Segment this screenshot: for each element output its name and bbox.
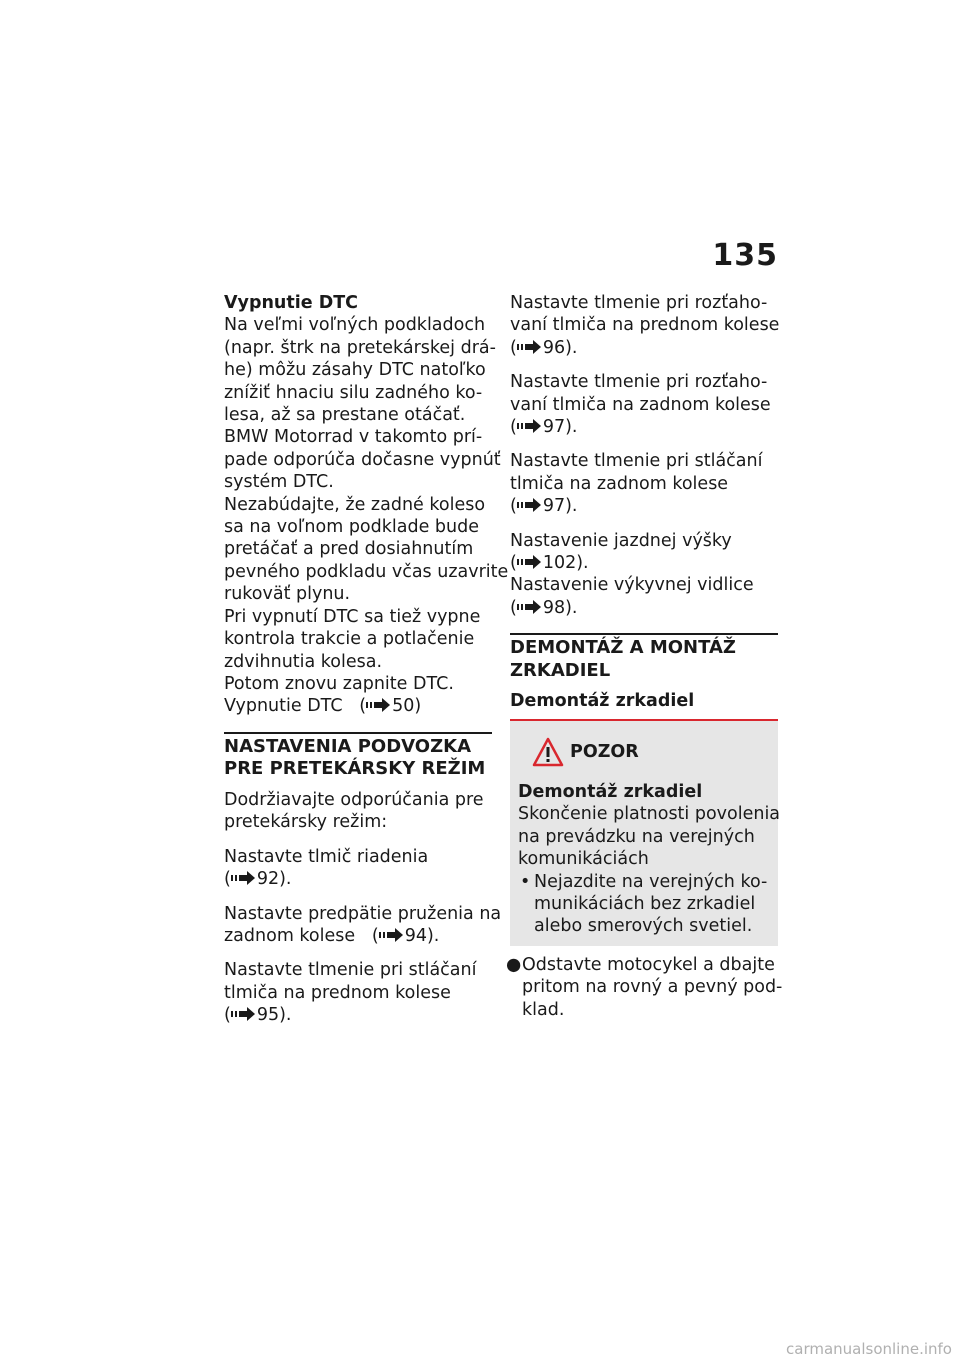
ref-paren: ( [510,496,517,517]
section-title-line: ZRKADIEL [510,659,611,681]
text-line: znížiť hnaciu silu zadného ko- [224,382,483,403]
cross-reference[interactable] [510,416,778,438]
cross-reference[interactable] [224,868,492,890]
text-line: (napr. štrk na pretekárskej drá- [224,337,496,358]
ref-page: 102). [542,553,589,574]
ref-paren: ( [510,337,517,358]
page-reference-arrow-icon [517,600,543,614]
text-line: alebo smerových svetiel. [534,916,753,937]
section-title-chassis [224,736,492,781]
text-line: Na veľmi voľných podkladoch [224,315,486,336]
bullet-dot-icon: • [520,871,531,892]
ref-paren: ( [371,925,379,946]
text-line: systém DTC. [224,472,334,493]
step-bullet-icon: ● [506,954,522,975]
list-item [510,292,778,359]
warning-label: POZOR [570,741,639,762]
list-item [510,450,778,517]
ref-paren: ( [224,869,231,890]
left-column [224,292,509,1039]
text-line: he) môžu zásahy DTC natoľko [224,360,486,381]
text-line: Nastavte predpätie pruženia na [224,903,502,924]
list-item [224,903,502,948]
text-line: Dodržiavajte odporúčania pre [224,789,484,810]
text-line: pretáčať a pred dosiahnutím [224,539,474,560]
ref-paren: ( [510,553,517,574]
text-line: pevného podkladu včas uzavrite [224,561,509,582]
section-rule [510,633,778,682]
warning-triangle-icon [532,737,564,767]
section-title-line: PRE PRETEKÁRSKY REŽIM [224,758,486,780]
ref-page: 94). [404,925,440,946]
text-line: Pri vypnutí DTC sa tiež vypne [224,606,481,627]
text-line: komunikáciách [518,849,649,870]
ref-paren: ( [510,597,517,618]
text-line: Nastavte tlmenie pri stláčaní [224,960,477,981]
text-line: rukoväť plynu. [224,584,351,605]
section-title-mirrors [510,637,778,682]
ref-page: 98). [542,597,578,618]
text-line: Nastavenie výkyvnej vidlice [510,575,754,596]
text-line: Skončenie platnosti povolenia [518,804,781,825]
cross-reference[interactable] [224,1004,492,1026]
list-item [510,574,778,619]
warning-bullet [518,871,770,938]
dtc-cross-reference[interactable]: Vypnutie DTC ( 50) [224,696,422,717]
text-line: vaní tlmiča na zadnom kolese [510,394,771,415]
text-line: BMW Motorrad v takomto prí- [224,427,483,448]
cross-reference[interactable] [510,495,778,517]
page-reference-arrow-icon [231,1007,257,1021]
list-item [510,371,778,438]
right-column [506,292,783,1021]
text-line: pritom na rovný a pevný pod- [522,977,783,998]
subsection-title: Demontáž zrkadiel [510,691,695,712]
text-line: tlmiča na zadnom kolese [510,473,729,494]
text-line: Nastavte tlmenie pri rozťaho- [510,293,768,313]
page-reference-arrow-icon [517,419,543,433]
text-line: munikáciách bez zrkadiel [534,893,756,914]
page-reference-arrow-icon [231,871,257,885]
dtc-body [224,314,509,717]
text-line: kontrola trakcie a potlačenie [224,629,475,650]
intro-paragraph [224,789,492,834]
text-line: klad. [522,999,565,1020]
text-line: pretekársky režim: [224,812,388,833]
text-line: Nastavte tlmenie pri rozťaho- [510,372,768,393]
text-line: pade odporúča dočasne vypnúť [224,449,501,470]
text-line: tlmiča na prednom kolese [224,982,451,1003]
text-line: lesa, až sa prestane otáčať. [224,405,466,426]
footer-watermark[interactable]: carmanualsonline.info [786,1340,952,1358]
ref-page: 95). [256,1005,292,1026]
ref-page: 97). [542,496,578,517]
text-line: zadnom kolese [224,925,356,946]
text-line: Nastavenie jazdnej výšky [510,530,732,551]
list-item [510,530,778,575]
page-number: 135 [712,238,778,273]
cross-reference[interactable] [510,337,778,359]
cross-reference[interactable] [510,597,778,619]
text-line: Odstavte motocykel a dbajte [522,954,775,975]
warning-header [532,737,770,767]
section-rule [224,732,492,781]
dtc-title: Vypnutie DTC [224,293,359,313]
text-line: Nejazdite na verejných ko- [534,871,768,892]
ref-page: 96). [542,337,578,358]
text-line: sa na voľnom podklade bude [224,517,479,538]
text-line: vaní tlmiča na prednom kolese [510,315,780,336]
text-line: Nezabúdajte, že zadné koleso [224,494,486,515]
section-title-line: DEMONTÁŽ A MONTÁŽ [510,637,736,659]
text-line: na prevádzku na verejných [518,826,755,847]
page-reference-arrow-icon [517,555,543,569]
text-line: Nastavte tlmenie pri stláčaní [510,451,763,472]
ref-paren: ( [510,417,517,438]
page-reference-arrow-icon [366,698,392,712]
page-reference-arrow-icon [379,928,405,942]
ref-text: Vypnutie DTC [224,696,343,717]
list-item [224,846,492,891]
list-item [224,959,492,1026]
ref-page: 50) [392,696,422,717]
text-line: zdvihnutia kolesa. [224,651,383,672]
warning-title: Demontáž zrkadiel [518,781,703,802]
ref-paren: ( [224,1005,231,1026]
page-reference-arrow-icon [517,498,543,512]
ref-page: 92). [256,869,292,890]
text-line: Potom znovu zapnite DTC. [224,673,454,694]
warning-box [510,721,781,946]
text-line: Nastavte tlmič riadenia [224,846,429,867]
cross-reference[interactable] [510,552,778,574]
step-item [506,954,783,1021]
page-reference-arrow-icon [517,340,543,354]
section-title-line: NASTAVENIA PODVOZKA [224,735,472,757]
ref-page: 97). [542,417,578,438]
cross-reference[interactable] [224,925,492,947]
